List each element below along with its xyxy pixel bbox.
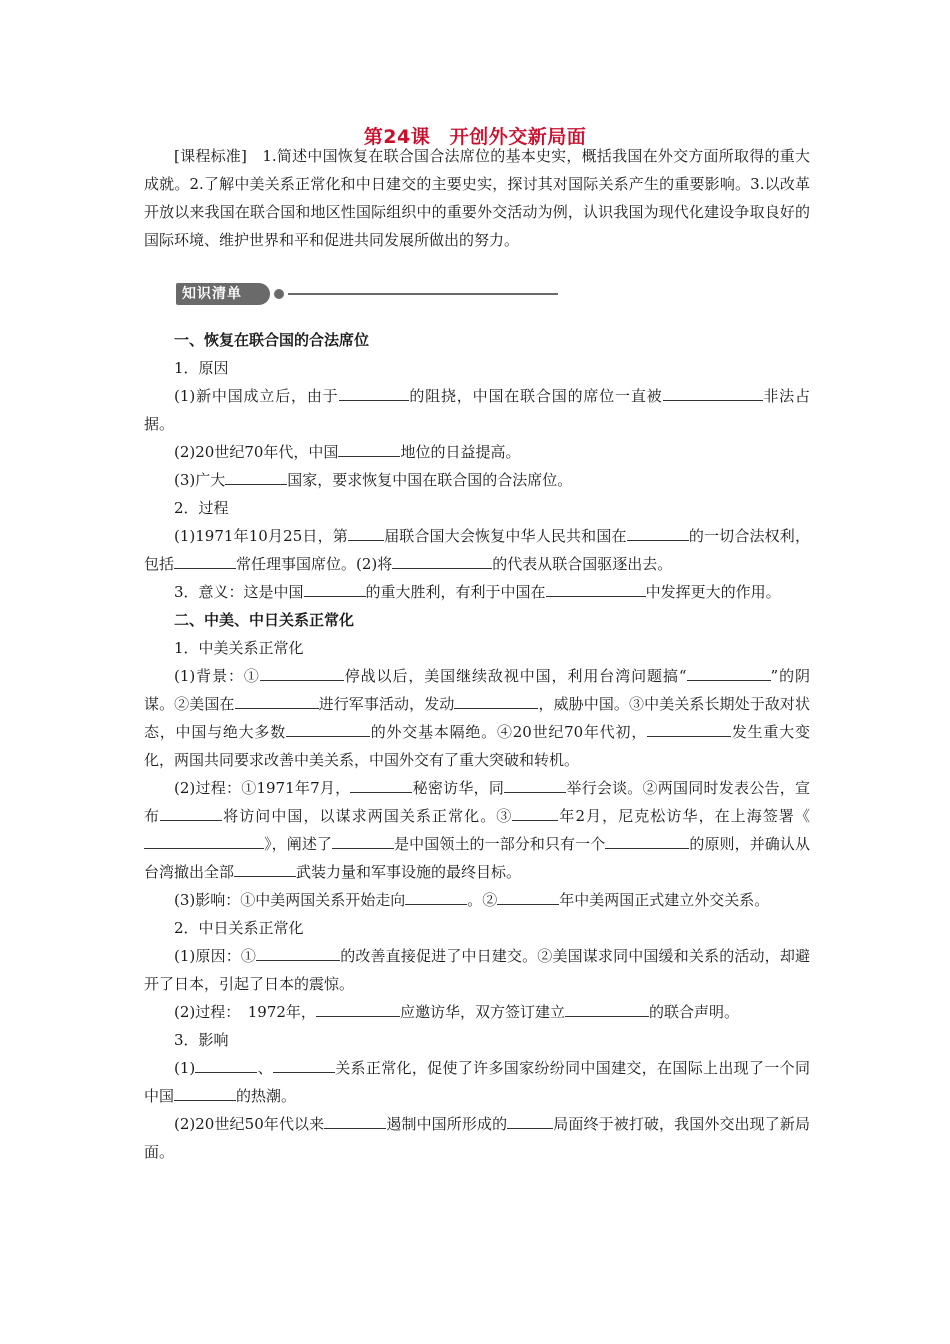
fill-in-blank: [497, 889, 559, 905]
paragraph-text: 》，阐述了: [264, 835, 333, 853]
fill-in-blank: [160, 805, 222, 821]
paragraph-text: (1)原因：①: [174, 947, 257, 965]
fill-in-blank: [260, 665, 344, 681]
content-paragraph: [144, 1026, 810, 1054]
fill-in-blank: [507, 1113, 553, 1129]
paragraph-text: 武装力量和军事设施的最终目标。: [296, 863, 522, 881]
fill-in-blank: [392, 553, 492, 569]
paragraph-text: (2)过程： 1972年，: [174, 1003, 316, 1021]
paragraph-text: 举行会谈。②两国同时发表公告，宣布: [144, 779, 810, 825]
course-standard: [144, 142, 810, 254]
paragraph-text: (3)广大: [174, 471, 226, 489]
fill-in-blank: [174, 1085, 236, 1101]
fill-in-blank: [339, 385, 409, 401]
paragraph-text: ”的阴谋。②美国在: [144, 667, 811, 713]
fill-in-blank: [348, 525, 384, 541]
course-standard-label: [课程标准]: [174, 147, 247, 165]
fill-in-blank: [663, 385, 763, 401]
fill-in-blank: [627, 525, 689, 541]
fill-in-blank: [235, 693, 319, 709]
paragraph-text: 的热潮。: [236, 1087, 297, 1105]
paragraph-text: 的联合声明。: [648, 1003, 739, 1021]
knowledge-list: [144, 326, 810, 1166]
banner-dot: [274, 289, 284, 299]
paragraph-text: 。②: [467, 891, 498, 909]
content-paragraph: [144, 522, 810, 578]
content-paragraph: [144, 886, 810, 914]
fill-in-blank: [405, 889, 467, 905]
paragraph-text: 关系正常化，促使了许多国家纷纷同中国建交，在国际上出现了一个同中国: [144, 1059, 810, 1105]
content-paragraph: [144, 466, 810, 494]
fill-in-blank: [286, 721, 370, 737]
section-heading: 一、恢复在联合国的合法席位: [174, 331, 370, 349]
fill-in-blank: [350, 777, 412, 793]
fill-in-blank: [234, 861, 296, 877]
paragraph-text: 1．中美关系正常化: [174, 639, 304, 657]
paragraph-text: (2)20世纪70年代，中国: [174, 443, 339, 461]
content-paragraph: [144, 578, 810, 606]
fill-in-blank: [565, 1001, 649, 1017]
paragraph-text: 秘密访华，同: [412, 779, 505, 797]
paragraph-text: 发生重大变化，两国共同要求改善中美关系，中国外交有了重大突破和转机。: [144, 723, 810, 769]
paragraph-text: 届联合国大会恢复中华人民共和国在: [383, 527, 627, 545]
fill-in-blank: [647, 721, 731, 737]
paragraph-text: (1)背景：①: [174, 667, 260, 685]
paragraph-text: 是中国领土的一部分和只有一个: [394, 835, 606, 853]
paragraph-text: 1．原因: [174, 359, 229, 377]
paragraph-text: 将访问中国，以谋求两国关系正常化。③: [222, 807, 513, 825]
fill-in-blank: [256, 945, 340, 961]
paragraph-text: 3．意义：这是中国: [174, 583, 304, 601]
fill-in-blank: [546, 581, 646, 597]
paragraph-text: (1)新中国成立后，由于: [174, 387, 339, 405]
fill-in-blank: [454, 693, 538, 709]
fill-in-blank: [687, 665, 771, 681]
paragraph-text: 的代表从联合国驱逐出去。: [492, 555, 673, 573]
paragraph-text: 非法占据。: [144, 387, 810, 433]
paragraph-text: 2．中日关系正常化: [174, 919, 304, 937]
fill-in-blank: [324, 1113, 386, 1129]
fill-in-blank: [174, 553, 236, 569]
paragraph-text: 的改善直接促进了中日建交。②美国谋求同中国缓和关系的活动，却避开了日本，引起了日本的震惊。: [144, 947, 810, 993]
content-paragraph: [144, 354, 810, 382]
paragraph-text: (1)1971年10月25日，第: [174, 527, 348, 545]
paragraph-text: 常任理事国席位。(2)将: [236, 555, 393, 573]
paragraph-text: (2)20世纪50年代以来: [174, 1115, 325, 1133]
fill-in-blank: [316, 1001, 400, 1017]
banner-label: 知识清单: [176, 283, 270, 305]
fill-in-blank: [332, 833, 394, 849]
course-standard-paragraph: [144, 142, 810, 254]
paragraph-text: 国家，要求恢复中国在联合国的合法席位。: [287, 471, 573, 489]
paragraph-text: 的阻挠，中国在联合国的席位一直被: [408, 387, 663, 405]
paragraph-text: 遏制中国所形成的: [386, 1115, 508, 1133]
page-title: 第24课 开创外交新局面: [363, 126, 587, 148]
content-paragraph: [144, 438, 810, 466]
paragraph-text: (3)影响：①中美两国关系开始走向: [174, 891, 406, 909]
fill-in-blank: [195, 1057, 257, 1073]
paragraph-text: 停战以后，美国继续敌视中国，利用台湾问题搞“: [343, 667, 687, 685]
fill-in-blank: [338, 441, 400, 457]
fill-in-blank: [504, 777, 566, 793]
content-paragraph: [144, 942, 810, 998]
paragraph-text: 的一切合法权利，包括: [144, 527, 810, 573]
paragraph-text: 、: [257, 1059, 273, 1077]
paragraph-text: (2)过程：①1971年7月，: [174, 779, 351, 797]
paragraph-text: 年2月，尼克松访华，在上海签署《: [558, 807, 810, 825]
paragraph-text: 3．影响: [174, 1031, 229, 1049]
paragraph-text: 2．过程: [174, 499, 229, 517]
paragraph-text: ，威胁中国。③中美关系长期处于敌对状态，中国与绝大多数: [144, 695, 810, 741]
paragraph-text: 地位的日益提高。: [400, 443, 521, 461]
paragraph-text: 年中美两国正式建立外交关系。: [559, 891, 770, 909]
paragraph-text: 的外交基本隔绝。④20世纪70年代初，: [369, 723, 648, 741]
paragraph-text: 局面终于被打破，我国外交出现了新局面。: [144, 1115, 810, 1161]
paragraph-text: 中发挥更大的作用。: [645, 583, 781, 601]
content-paragraph: [144, 1110, 810, 1166]
paragraph-text: 的重大胜利，有利于中国在: [365, 583, 546, 601]
paragraph-text: 的原则，并确认从台湾撤出全部: [144, 835, 810, 881]
course-standard-text: 1.简述中国恢复在联合国合法席位的基本史实，概括我国在外交方面所取得的重大成就。2.了解中美关系正常化和中日建交的主要史实，探讨其对国际关系产生的重要影响。3.以改革开放以来我国在联合国和地区性国际组织中的重要外交活动为例，认识我国为现代化建设争取良好的国际环境、维护世界和平和促进共同发展所做出的努力。: [144, 147, 810, 249]
fill-in-blank: [605, 833, 689, 849]
content-paragraph: [144, 914, 810, 942]
fill-in-blank: [273, 1057, 335, 1073]
content-paragraph: [144, 1054, 810, 1110]
content-paragraph: [144, 998, 810, 1026]
content-paragraph: [144, 634, 810, 662]
content-paragraph: [144, 774, 810, 886]
fill-in-blank: [225, 469, 287, 485]
paragraph-text: 进行军事活动，发动: [318, 695, 455, 713]
fill-in-blank: [512, 805, 558, 821]
paragraph-text: 应邀访华，双方签订建立: [399, 1003, 565, 1021]
fill-in-blank: [304, 581, 366, 597]
section-heading: 二、中美、中日关系正常化: [174, 611, 355, 629]
content-paragraph: [144, 494, 810, 522]
paragraph-text: (1): [174, 1059, 196, 1077]
content-paragraph: [144, 382, 810, 438]
content-paragraph: [144, 662, 810, 774]
banner-rule: [288, 293, 558, 295]
fill-in-blank: [144, 833, 264, 849]
